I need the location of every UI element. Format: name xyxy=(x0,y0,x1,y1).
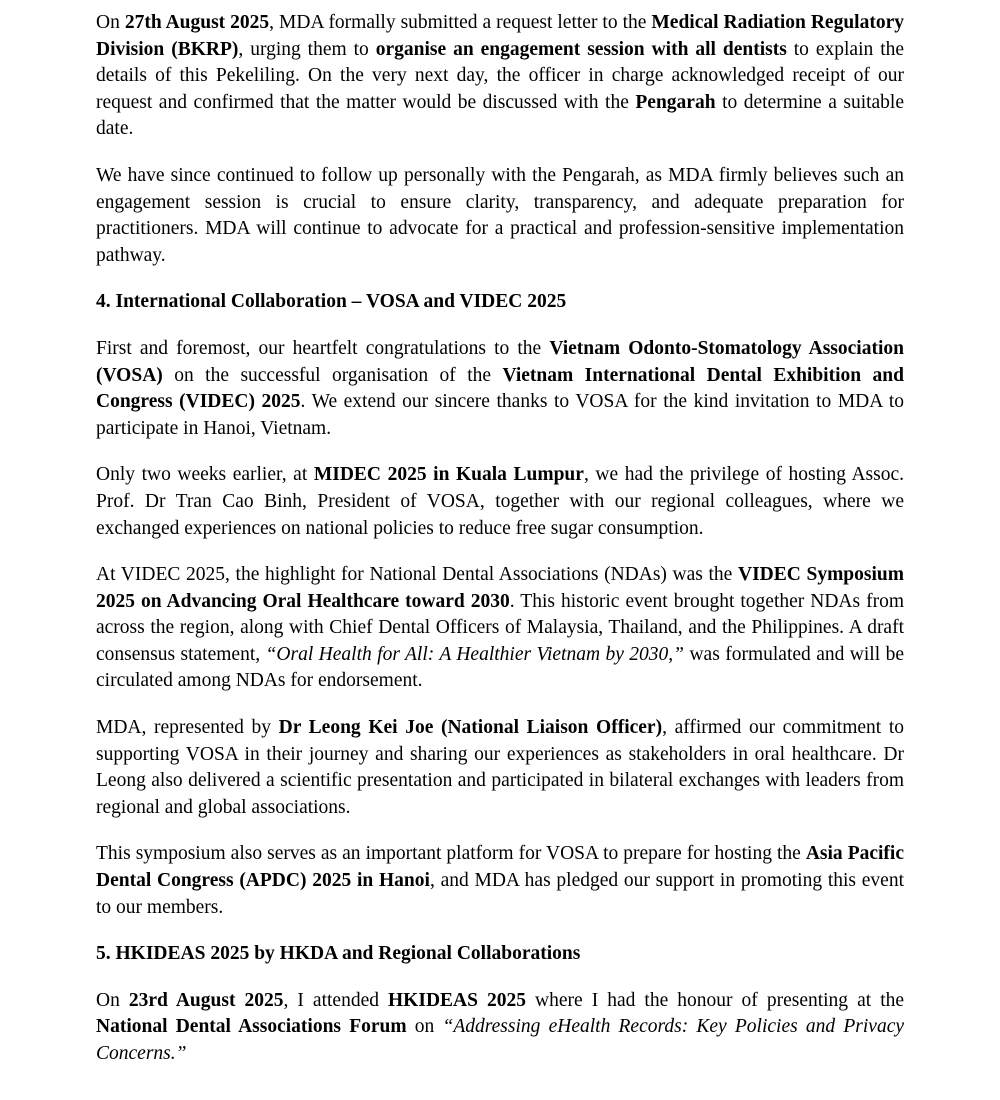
text-run: , MDA formally submitted a request letter to the xyxy=(269,12,652,33)
text-run: on xyxy=(406,1016,443,1038)
text-run: Dr Leong Kei Joe (National Liaison Officer) xyxy=(278,717,663,739)
paragraph-vosa-congratulations xyxy=(96,336,909,442)
text-run: . We extend our sincere thanks to VOSA for the kind invitation to MDA to participate in Hanoi, Vietnam. xyxy=(96,391,909,439)
text-run: 23rd August 2025 xyxy=(128,989,284,1011)
paragraph-bkrp-request xyxy=(96,10,909,143)
text-run: , we had the privilege of hosting Assoc. Prof. Dr Tran Cao Binh, President of VOSA, together with our regional colleagues, where we exchanged experiences on national policies to reduce free sugar consumption. xyxy=(96,464,909,539)
text-run: to determine a suitable date. xyxy=(96,91,909,140)
text-run: Asia Pacific Dental Congress (APDC) 2025 in Hanoi xyxy=(96,843,909,892)
text-run: , and MDA has pledged our support in promoting this event to our members. xyxy=(96,870,909,918)
text-run: HKIDEAS 2025 xyxy=(388,989,526,1011)
text-run: Medical Radiation Regulatory Division (BKRP) xyxy=(96,12,909,60)
text-run: Only two weeks earlier, at xyxy=(96,464,314,486)
text-run: to explain the details of this Pekeliling. On the very next day, the officer in charge acknowledged receipt of our request and confirmed that the matter would be discussed with the xyxy=(96,38,909,113)
paragraph-dr-leong-representation xyxy=(96,715,909,821)
text-run: 5. HKIDEAS 2025 by HKDA and Regional Collaborations xyxy=(96,943,581,965)
text-run: On xyxy=(96,989,129,1011)
text-run: This symposium also serves as an important platform for VOSA to prepare for hosting the xyxy=(96,843,806,865)
text-run: VIDEC Symposium 2025 on Advancing Oral Healthcare toward 2030 xyxy=(96,564,909,612)
text-run: where I had the honour of presenting at the xyxy=(526,989,909,1011)
text-run: on the successful organisation of the xyxy=(162,364,503,386)
text-run: We have since continued to follow up personally with the Pengarah, as MDA firmly believes such an engagement session is crucial to ensure clarity, transparency, and adequate preparation for practitioners. MDA will continue to advocate for a practical and profession-sensitive implementation pathway. xyxy=(96,164,909,266)
text-run: was formulated and will be circulated among NDAs for endorsement. xyxy=(96,643,909,692)
text-run: Vietnam Odonto-Stomatology Association (VOSA) xyxy=(96,337,909,386)
text-run: At VIDEC 2025, the highlight for National Dental Associations (NDAs) was the xyxy=(96,564,738,586)
section-heading-hkideas xyxy=(96,941,904,968)
paragraph-apdc-2025 xyxy=(96,841,909,921)
text-run: MIDEC 2025 in Kuala Lumpur xyxy=(313,464,584,486)
paragraph-hkideas-attendance xyxy=(96,988,909,1068)
text-run: On xyxy=(96,12,125,33)
text-run: 4. International Collaboration – VOSA and VIDEC 2025 xyxy=(96,291,567,313)
text-run: organise an engagement session with all dentists xyxy=(375,38,787,60)
paragraph-midec-2025 xyxy=(96,462,909,542)
text-run: , affirmed our commitment to supporting VOSA in their journey and sharing our experiences as stakeholders in oral healthcare. Dr Leong also delivered a scientific presentation and participated in bilateral exchanges with leaders from regional and global associations. xyxy=(96,717,909,818)
text-run: Vietnam International Dental Exhibition and Congress (VIDEC) 2025 xyxy=(96,364,909,413)
text-run: , I attended xyxy=(283,989,389,1011)
section-heading-international-collaboration xyxy=(96,289,904,316)
text-run: “Oral Health for All: A Healthier Vietnam by 2030,” xyxy=(265,643,685,665)
text-run: Pengarah xyxy=(635,91,716,113)
text-run: First and foremost, our heartfelt congratulations to the xyxy=(96,337,550,359)
text-run: . This historic event brought together NDAs from across the region, along with Chief Dental Officers of Malaysia, Thailand, and the Philippines. A draft consensus statement, xyxy=(96,590,909,665)
text-run: National Dental Associations Forum xyxy=(96,1016,407,1038)
paragraph-pengarah-followup xyxy=(96,163,909,269)
text-run: 27th August 2025 xyxy=(124,12,270,33)
paragraph-videc-symposium xyxy=(96,562,909,695)
text-run: “Addressing eHealth Records: Key Policies and Privacy Concerns.” xyxy=(96,1016,909,1064)
text-run: , urging them to xyxy=(238,38,376,60)
text-run: MDA, represented by xyxy=(96,717,279,739)
